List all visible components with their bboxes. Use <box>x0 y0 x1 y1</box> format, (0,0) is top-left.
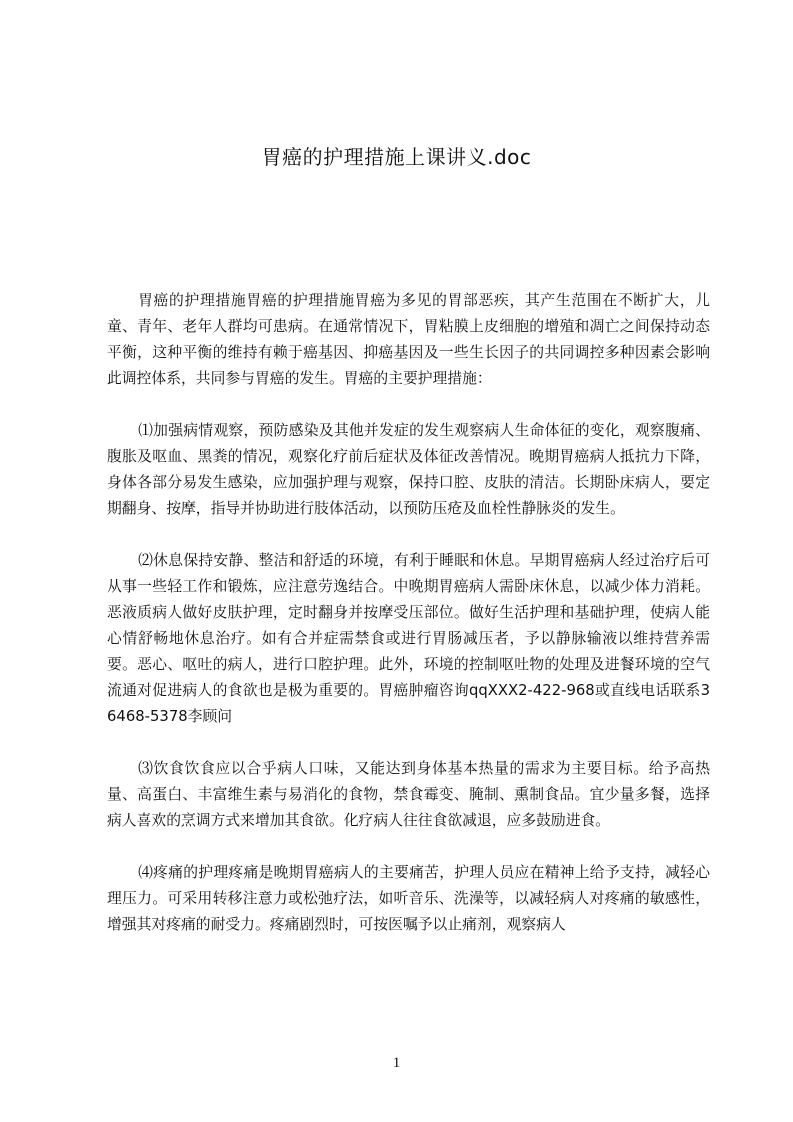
document-body <box>107 288 710 964</box>
paragraph-observation: ⑴加强病情观察，预防感染及其他并发症的发生观察病人生命体征的变化，观察腹痛、腹胀及呕血、黑粪的情况，观察化疗前后症状及体征改善情况。晚期胃癌病人抵抗力下降，身体各部分易发生感染，应加强护理与观察，保持口腔、皮肤的清洁。长期卧床病人，要定期翻身、按摩，指导并协助进行肢体活动，以预防压疮及血栓性静脉炎的发生。 <box>107 422 710 517</box>
page-number: 1 <box>392 1055 401 1071</box>
document-title: 胃癌的护理措施上课讲义.doc <box>261 145 532 169</box>
paragraph-rest: ⑵休息保持安静、整洁和舒适的环境，有利于睡眠和休息。早期胃癌病人经过治疗后可从事一些轻工作和锻炼，应注意劳逸结合。中晚期胃癌病人需卧床休息，以减少体力消耗。恶液质病人做好皮肤护理，定时翻身并按摩受压部位。做好生活护理和基础护理，使病人能心情舒畅地休息治疗。如有合并症需禁食或进行胃肠减压者，予以静脉输液以维持营养需要。恶心、呕吐的病人，进行口腔护理。此外，环境的控制呕吐物的处理及进餐环境的空气流通对促进病人的食欲也是极为重要的。胃癌肿瘤咨询qqXXX2-422-968或直线电话联系36468-5378李顾问 <box>107 552 710 725</box>
paragraph-pain-care: ⑷疼痛的护理疼痛是晚期胃癌病人的主要痛苦，护理人员应在精神上给予支持，减轻心理压力。可采用转移注意力或松弛疗法，如听音乐、洗澡等，以减轻病人对疼痛的敏感性，增强其对疼痛的耐受力。疼痛剧烈时，可按医嘱予以止痛剂，观察病人 <box>107 864 710 933</box>
paragraph-diet: ⑶饮食饮食应以合乎病人口味，又能达到身体基本热量的需求为主要目标。给予高热量、高蛋白、丰富维生素与易消化的食物，禁食霉变、腌制、熏制食品。宜少量多餐，选择病人喜欢的烹调方式来增加其食欲。化疗病人往往食欲减退，应多鼓励进食。 <box>107 760 710 829</box>
paragraph-intro: 胃癌的护理措施胃癌的护理措施胃癌为多见的胃部恶疾，其产生范围在不断扩大，儿童、青年、老年人群均可患病。在通常情况下，胃粘膜上皮细胞的增殖和凋亡之间保持动态平衡，这种平衡的维持有赖于癌基因、抑癌基因及一些生长因子的共同调控多种因素会影响此调控体系，共同参与胃癌的发生。胃癌的主要护理措施： <box>107 292 710 387</box>
